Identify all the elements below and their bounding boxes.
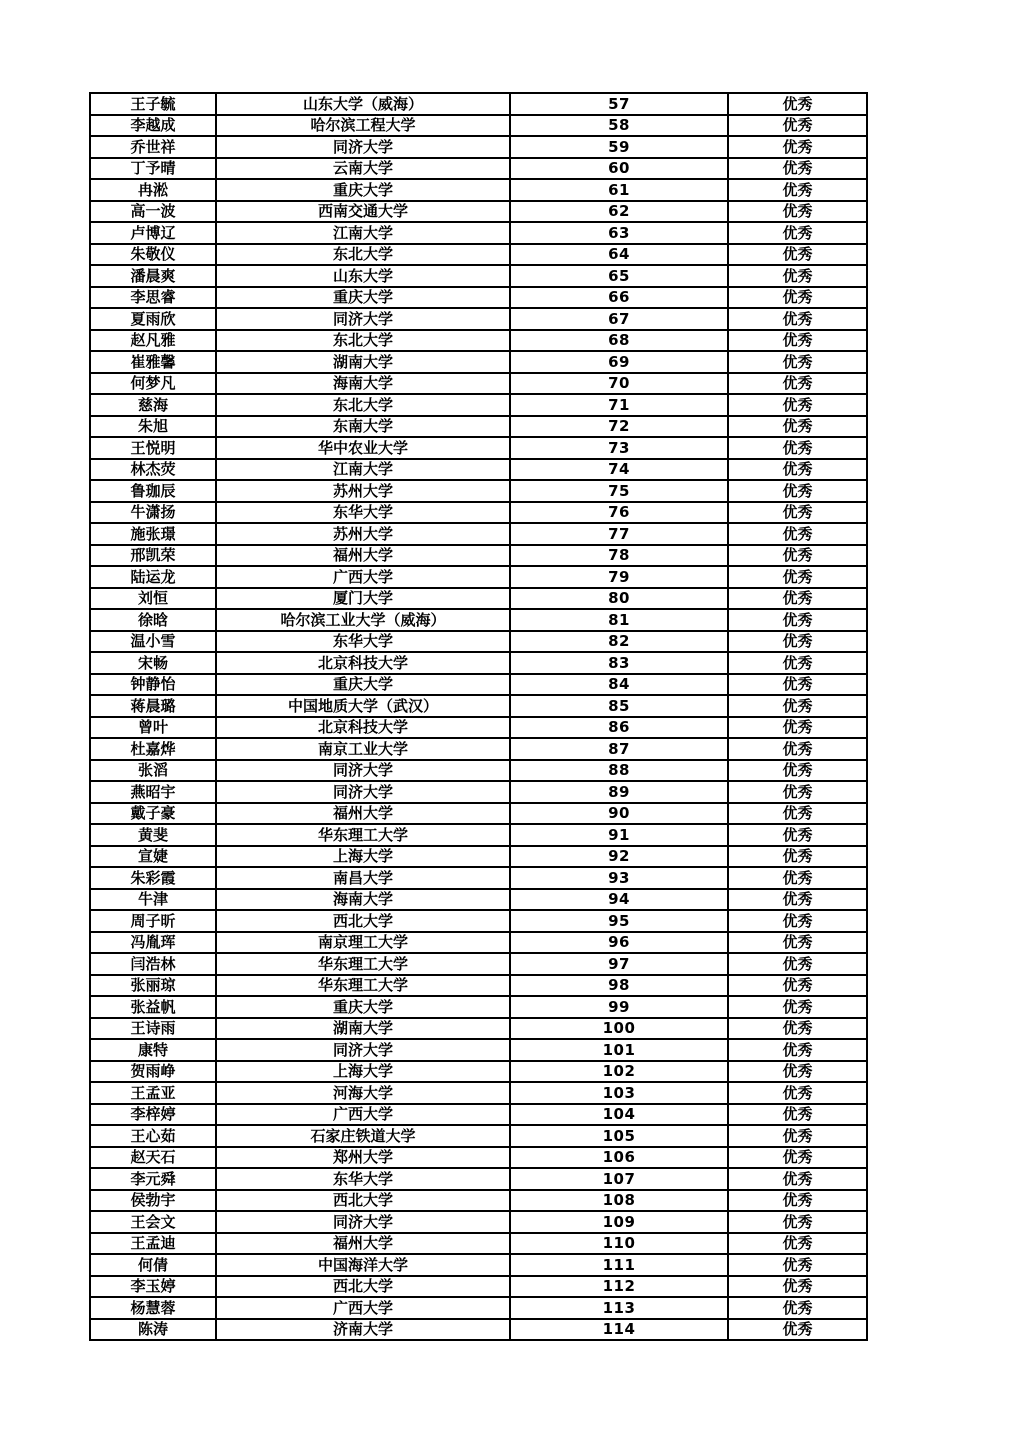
rank-number-cell: 86 xyxy=(510,717,728,739)
table-row xyxy=(90,158,867,180)
grade-cell: 优秀 xyxy=(728,932,867,954)
student-name-cell: 徐晗 xyxy=(90,609,216,631)
rank-number-cell: 58 xyxy=(510,115,728,137)
university-cell: 湖南大学 xyxy=(216,1018,510,1040)
grade-cell: 优秀 xyxy=(728,394,867,416)
student-name-cell: 杨慧蓉 xyxy=(90,1297,216,1319)
table-row xyxy=(90,1082,867,1104)
student-name-cell: 张益帆 xyxy=(90,996,216,1018)
student-name-cell: 何倩 xyxy=(90,1254,216,1276)
university-cell: 同济大学 xyxy=(216,1211,510,1233)
rank-number-cell: 102 xyxy=(510,1061,728,1083)
grade-cell: 优秀 xyxy=(728,1168,867,1190)
grade-cell: 优秀 xyxy=(728,179,867,201)
table-row xyxy=(90,652,867,674)
university-cell: 华东理工大学 xyxy=(216,975,510,997)
university-cell: 海南大学 xyxy=(216,373,510,395)
university-cell: 南京理工大学 xyxy=(216,932,510,954)
grade-cell: 优秀 xyxy=(728,1319,867,1341)
university-cell: 福州大学 xyxy=(216,803,510,825)
university-cell: 东北大学 xyxy=(216,330,510,352)
student-name-cell: 林杰荧 xyxy=(90,459,216,481)
university-cell: 同济大学 xyxy=(216,308,510,330)
university-cell: 西北大学 xyxy=(216,910,510,932)
rank-number-cell: 60 xyxy=(510,158,728,180)
table-row xyxy=(90,803,867,825)
grade-cell: 优秀 xyxy=(728,781,867,803)
rank-number-cell: 109 xyxy=(510,1211,728,1233)
table-row xyxy=(90,179,867,201)
university-cell: 哈尔滨工程大学 xyxy=(216,115,510,137)
grade-cell: 优秀 xyxy=(728,975,867,997)
grade-cell: 优秀 xyxy=(728,738,867,760)
grade-cell: 优秀 xyxy=(728,1147,867,1169)
university-cell: 哈尔滨工业大学（威海） xyxy=(216,609,510,631)
student-name-cell: 康特 xyxy=(90,1039,216,1061)
grade-cell: 优秀 xyxy=(728,953,867,975)
university-cell: 江南大学 xyxy=(216,222,510,244)
rank-number-cell: 113 xyxy=(510,1297,728,1319)
university-cell: 东华大学 xyxy=(216,502,510,524)
student-name-cell: 牛津 xyxy=(90,889,216,911)
grade-cell: 优秀 xyxy=(728,1211,867,1233)
rank-number-cell: 106 xyxy=(510,1147,728,1169)
student-name-cell: 陈涛 xyxy=(90,1319,216,1341)
rank-number-cell: 114 xyxy=(510,1319,728,1341)
student-name-cell: 王心茹 xyxy=(90,1125,216,1147)
student-grade-table xyxy=(89,92,868,1341)
rank-number-cell: 88 xyxy=(510,760,728,782)
table-row xyxy=(90,1104,867,1126)
rank-number-cell: 83 xyxy=(510,652,728,674)
rank-number-cell: 110 xyxy=(510,1233,728,1255)
table-row xyxy=(90,287,867,309)
student-name-cell: 戴子豪 xyxy=(90,803,216,825)
table-row xyxy=(90,459,867,481)
grade-cell: 优秀 xyxy=(728,674,867,696)
rank-number-cell: 111 xyxy=(510,1254,728,1276)
table-row xyxy=(90,695,867,717)
student-name-cell: 侯勃宇 xyxy=(90,1190,216,1212)
grade-cell: 优秀 xyxy=(728,1233,867,1255)
university-cell: 南昌大学 xyxy=(216,867,510,889)
rank-number-cell: 65 xyxy=(510,265,728,287)
table-row xyxy=(90,889,867,911)
rank-number-cell: 75 xyxy=(510,480,728,502)
university-cell: 重庆大学 xyxy=(216,287,510,309)
university-cell: 中国海洋大学 xyxy=(216,1254,510,1276)
grade-cell: 优秀 xyxy=(728,351,867,373)
student-name-cell: 王诗雨 xyxy=(90,1018,216,1040)
student-name-cell: 张滔 xyxy=(90,760,216,782)
student-name-cell: 朱彩霞 xyxy=(90,867,216,889)
rank-number-cell: 98 xyxy=(510,975,728,997)
table-row xyxy=(90,1297,867,1319)
student-name-cell: 牛潇扬 xyxy=(90,502,216,524)
student-name-cell: 高一波 xyxy=(90,201,216,223)
grade-cell: 优秀 xyxy=(728,373,867,395)
grade-cell: 优秀 xyxy=(728,695,867,717)
grade-cell: 优秀 xyxy=(728,717,867,739)
grade-cell: 优秀 xyxy=(728,1018,867,1040)
university-cell: 重庆大学 xyxy=(216,996,510,1018)
grade-cell: 优秀 xyxy=(728,545,867,567)
student-name-cell: 钟静怡 xyxy=(90,674,216,696)
university-cell: 上海大学 xyxy=(216,1061,510,1083)
rank-number-cell: 89 xyxy=(510,781,728,803)
rank-number-cell: 80 xyxy=(510,588,728,610)
grade-cell: 优秀 xyxy=(728,1254,867,1276)
student-name-cell: 宋畅 xyxy=(90,652,216,674)
grade-cell: 优秀 xyxy=(728,136,867,158)
table-row xyxy=(90,867,867,889)
table-row xyxy=(90,846,867,868)
table-row xyxy=(90,1319,867,1341)
student-name-cell: 蒋晨璐 xyxy=(90,695,216,717)
table-row xyxy=(90,1039,867,1061)
university-cell: 西北大学 xyxy=(216,1276,510,1298)
university-cell: 北京科技大学 xyxy=(216,652,510,674)
table-row xyxy=(90,932,867,954)
university-cell: 南京工业大学 xyxy=(216,738,510,760)
student-name-cell: 闫浩林 xyxy=(90,953,216,975)
university-cell: 苏州大学 xyxy=(216,480,510,502)
university-cell: 山东大学（威海） xyxy=(216,93,510,115)
student-name-cell: 施张璟 xyxy=(90,523,216,545)
student-name-cell: 王孟亚 xyxy=(90,1082,216,1104)
university-cell: 河海大学 xyxy=(216,1082,510,1104)
grade-cell: 优秀 xyxy=(728,824,867,846)
rank-number-cell: 92 xyxy=(510,846,728,868)
university-cell: 江南大学 xyxy=(216,459,510,481)
student-name-cell: 崔雅馨 xyxy=(90,351,216,373)
university-cell: 同济大学 xyxy=(216,781,510,803)
rank-number-cell: 82 xyxy=(510,631,728,653)
student-name-cell: 夏雨欣 xyxy=(90,308,216,330)
student-name-cell: 李越成 xyxy=(90,115,216,137)
rank-number-cell: 95 xyxy=(510,910,728,932)
table-row xyxy=(90,115,867,137)
grade-cell: 优秀 xyxy=(728,93,867,115)
university-cell: 华东理工大学 xyxy=(216,824,510,846)
student-name-cell: 潘晨爽 xyxy=(90,265,216,287)
university-cell: 同济大学 xyxy=(216,1039,510,1061)
table-row xyxy=(90,545,867,567)
table-row xyxy=(90,760,867,782)
grade-cell: 优秀 xyxy=(728,867,867,889)
grade-cell: 优秀 xyxy=(728,308,867,330)
rank-number-cell: 59 xyxy=(510,136,728,158)
rank-number-cell: 64 xyxy=(510,244,728,266)
table-row xyxy=(90,265,867,287)
university-cell: 重庆大学 xyxy=(216,179,510,201)
table-row xyxy=(90,1233,867,1255)
table-row xyxy=(90,566,867,588)
table-row xyxy=(90,523,867,545)
grade-cell: 优秀 xyxy=(728,502,867,524)
rank-number-cell: 70 xyxy=(510,373,728,395)
rank-number-cell: 62 xyxy=(510,201,728,223)
grade-cell: 优秀 xyxy=(728,910,867,932)
student-name-cell: 卢博辽 xyxy=(90,222,216,244)
student-name-cell: 曾叶 xyxy=(90,717,216,739)
table-row xyxy=(90,738,867,760)
rank-number-cell: 91 xyxy=(510,824,728,846)
table-row xyxy=(90,1061,867,1083)
grade-cell: 优秀 xyxy=(728,330,867,352)
student-name-cell: 李玉婷 xyxy=(90,1276,216,1298)
table-row xyxy=(90,674,867,696)
university-cell: 福州大学 xyxy=(216,545,510,567)
university-cell: 广西大学 xyxy=(216,566,510,588)
grade-cell: 优秀 xyxy=(728,566,867,588)
student-grade-table-body xyxy=(90,93,867,1340)
student-name-cell: 王孟迪 xyxy=(90,1233,216,1255)
grade-cell: 优秀 xyxy=(728,1039,867,1061)
rank-number-cell: 76 xyxy=(510,502,728,524)
table-row xyxy=(90,93,867,115)
university-cell: 东北大学 xyxy=(216,394,510,416)
rank-number-cell: 99 xyxy=(510,996,728,1018)
university-cell: 西北大学 xyxy=(216,1190,510,1212)
university-cell: 华东理工大学 xyxy=(216,953,510,975)
rank-number-cell: 87 xyxy=(510,738,728,760)
grade-cell: 优秀 xyxy=(728,1082,867,1104)
grade-cell: 优秀 xyxy=(728,1104,867,1126)
rank-number-cell: 68 xyxy=(510,330,728,352)
rank-number-cell: 104 xyxy=(510,1104,728,1126)
student-name-cell: 李梓婷 xyxy=(90,1104,216,1126)
grade-cell: 优秀 xyxy=(728,480,867,502)
student-name-cell: 王会文 xyxy=(90,1211,216,1233)
grade-cell: 优秀 xyxy=(728,846,867,868)
university-cell: 西南交通大学 xyxy=(216,201,510,223)
table-row xyxy=(90,437,867,459)
rank-number-cell: 61 xyxy=(510,179,728,201)
student-name-cell: 贺雨峥 xyxy=(90,1061,216,1083)
rank-number-cell: 77 xyxy=(510,523,728,545)
grade-cell: 优秀 xyxy=(728,1061,867,1083)
rank-number-cell: 85 xyxy=(510,695,728,717)
student-name-cell: 赵天石 xyxy=(90,1147,216,1169)
grade-cell: 优秀 xyxy=(728,760,867,782)
rank-number-cell: 79 xyxy=(510,566,728,588)
table-row xyxy=(90,609,867,631)
table-row xyxy=(90,480,867,502)
table-row xyxy=(90,975,867,997)
table-row xyxy=(90,953,867,975)
table-row xyxy=(90,588,867,610)
table-row xyxy=(90,502,867,524)
university-cell: 同济大学 xyxy=(216,760,510,782)
table-row xyxy=(90,717,867,739)
grade-cell: 优秀 xyxy=(728,631,867,653)
grade-cell: 优秀 xyxy=(728,287,867,309)
grade-cell: 优秀 xyxy=(728,115,867,137)
table-row xyxy=(90,394,867,416)
grade-cell: 优秀 xyxy=(728,201,867,223)
grade-cell: 优秀 xyxy=(728,803,867,825)
rank-number-cell: 96 xyxy=(510,932,728,954)
university-cell: 山东大学 xyxy=(216,265,510,287)
grade-cell: 优秀 xyxy=(728,523,867,545)
student-name-cell: 赵凡雅 xyxy=(90,330,216,352)
grade-cell: 优秀 xyxy=(728,244,867,266)
rank-number-cell: 74 xyxy=(510,459,728,481)
table-row xyxy=(90,631,867,653)
table-row xyxy=(90,1190,867,1212)
rank-number-cell: 78 xyxy=(510,545,728,567)
student-name-cell: 乔世祥 xyxy=(90,136,216,158)
rank-number-cell: 66 xyxy=(510,287,728,309)
university-cell: 重庆大学 xyxy=(216,674,510,696)
rank-number-cell: 105 xyxy=(510,1125,728,1147)
rank-number-cell: 108 xyxy=(510,1190,728,1212)
rank-number-cell: 69 xyxy=(510,351,728,373)
university-cell: 福州大学 xyxy=(216,1233,510,1255)
student-name-cell: 冉淞 xyxy=(90,179,216,201)
rank-number-cell: 93 xyxy=(510,867,728,889)
student-name-cell: 张丽琼 xyxy=(90,975,216,997)
university-cell: 华中农业大学 xyxy=(216,437,510,459)
table-row xyxy=(90,222,867,244)
table-row xyxy=(90,996,867,1018)
grade-cell: 优秀 xyxy=(728,416,867,438)
grade-cell: 优秀 xyxy=(728,609,867,631)
student-name-cell: 慈海 xyxy=(90,394,216,416)
table-row xyxy=(90,1147,867,1169)
table-row xyxy=(90,373,867,395)
university-cell: 东北大学 xyxy=(216,244,510,266)
table-row xyxy=(90,1018,867,1040)
student-grade-table-container xyxy=(89,92,868,1341)
table-row xyxy=(90,824,867,846)
university-cell: 东华大学 xyxy=(216,631,510,653)
grade-cell: 优秀 xyxy=(728,1190,867,1212)
student-name-cell: 周子昕 xyxy=(90,910,216,932)
student-name-cell: 陆运龙 xyxy=(90,566,216,588)
student-name-cell: 冯胤珲 xyxy=(90,932,216,954)
rank-number-cell: 63 xyxy=(510,222,728,244)
student-name-cell: 温小雪 xyxy=(90,631,216,653)
student-name-cell: 杜嘉烨 xyxy=(90,738,216,760)
university-cell: 郑州大学 xyxy=(216,1147,510,1169)
table-row xyxy=(90,330,867,352)
grade-cell: 优秀 xyxy=(728,889,867,911)
student-name-cell: 王子毓 xyxy=(90,93,216,115)
university-cell: 苏州大学 xyxy=(216,523,510,545)
rank-number-cell: 84 xyxy=(510,674,728,696)
table-row xyxy=(90,136,867,158)
university-cell: 厦门大学 xyxy=(216,588,510,610)
university-cell: 上海大学 xyxy=(216,846,510,868)
table-row xyxy=(90,351,867,373)
grade-cell: 优秀 xyxy=(728,652,867,674)
student-name-cell: 何梦凡 xyxy=(90,373,216,395)
university-cell: 北京科技大学 xyxy=(216,717,510,739)
student-name-cell: 黄斐 xyxy=(90,824,216,846)
grade-cell: 优秀 xyxy=(728,158,867,180)
rank-number-cell: 90 xyxy=(510,803,728,825)
grade-cell: 优秀 xyxy=(728,588,867,610)
table-row xyxy=(90,201,867,223)
grade-cell: 优秀 xyxy=(728,1276,867,1298)
student-name-cell: 刘恒 xyxy=(90,588,216,610)
rank-number-cell: 94 xyxy=(510,889,728,911)
rank-number-cell: 81 xyxy=(510,609,728,631)
university-cell: 中国地质大学（武汉） xyxy=(216,695,510,717)
table-row xyxy=(90,308,867,330)
table-row xyxy=(90,1211,867,1233)
rank-number-cell: 72 xyxy=(510,416,728,438)
grade-cell: 优秀 xyxy=(728,459,867,481)
rank-number-cell: 73 xyxy=(510,437,728,459)
table-row xyxy=(90,1254,867,1276)
table-row xyxy=(90,1276,867,1298)
university-cell: 湖南大学 xyxy=(216,351,510,373)
university-cell: 海南大学 xyxy=(216,889,510,911)
student-name-cell: 王悦明 xyxy=(90,437,216,459)
student-name-cell: 鲁珈辰 xyxy=(90,480,216,502)
university-cell: 石家庄铁道大学 xyxy=(216,1125,510,1147)
university-cell: 同济大学 xyxy=(216,136,510,158)
student-name-cell: 邢凯荣 xyxy=(90,545,216,567)
rank-number-cell: 71 xyxy=(510,394,728,416)
grade-cell: 优秀 xyxy=(728,996,867,1018)
rank-number-cell: 57 xyxy=(510,93,728,115)
student-name-cell: 宣婕 xyxy=(90,846,216,868)
rank-number-cell: 112 xyxy=(510,1276,728,1298)
rank-number-cell: 101 xyxy=(510,1039,728,1061)
table-row xyxy=(90,416,867,438)
student-name-cell: 燕昭宇 xyxy=(90,781,216,803)
rank-number-cell: 67 xyxy=(510,308,728,330)
student-name-cell: 朱敬仪 xyxy=(90,244,216,266)
student-name-cell: 朱旭 xyxy=(90,416,216,438)
grade-cell: 优秀 xyxy=(728,265,867,287)
rank-number-cell: 100 xyxy=(510,1018,728,1040)
student-name-cell: 李元舜 xyxy=(90,1168,216,1190)
student-name-cell: 李思睿 xyxy=(90,287,216,309)
grade-cell: 优秀 xyxy=(728,437,867,459)
university-cell: 广西大学 xyxy=(216,1297,510,1319)
rank-number-cell: 107 xyxy=(510,1168,728,1190)
university-cell: 云南大学 xyxy=(216,158,510,180)
grade-cell: 优秀 xyxy=(728,1297,867,1319)
rank-number-cell: 97 xyxy=(510,953,728,975)
university-cell: 东南大学 xyxy=(216,416,510,438)
university-cell: 东华大学 xyxy=(216,1168,510,1190)
university-cell: 济南大学 xyxy=(216,1319,510,1341)
table-row xyxy=(90,244,867,266)
student-name-cell: 丁予晴 xyxy=(90,158,216,180)
rank-number-cell: 103 xyxy=(510,1082,728,1104)
table-row xyxy=(90,910,867,932)
table-row xyxy=(90,781,867,803)
university-cell: 广西大学 xyxy=(216,1104,510,1126)
table-row xyxy=(90,1125,867,1147)
grade-cell: 优秀 xyxy=(728,222,867,244)
table-row xyxy=(90,1168,867,1190)
grade-cell: 优秀 xyxy=(728,1125,867,1147)
